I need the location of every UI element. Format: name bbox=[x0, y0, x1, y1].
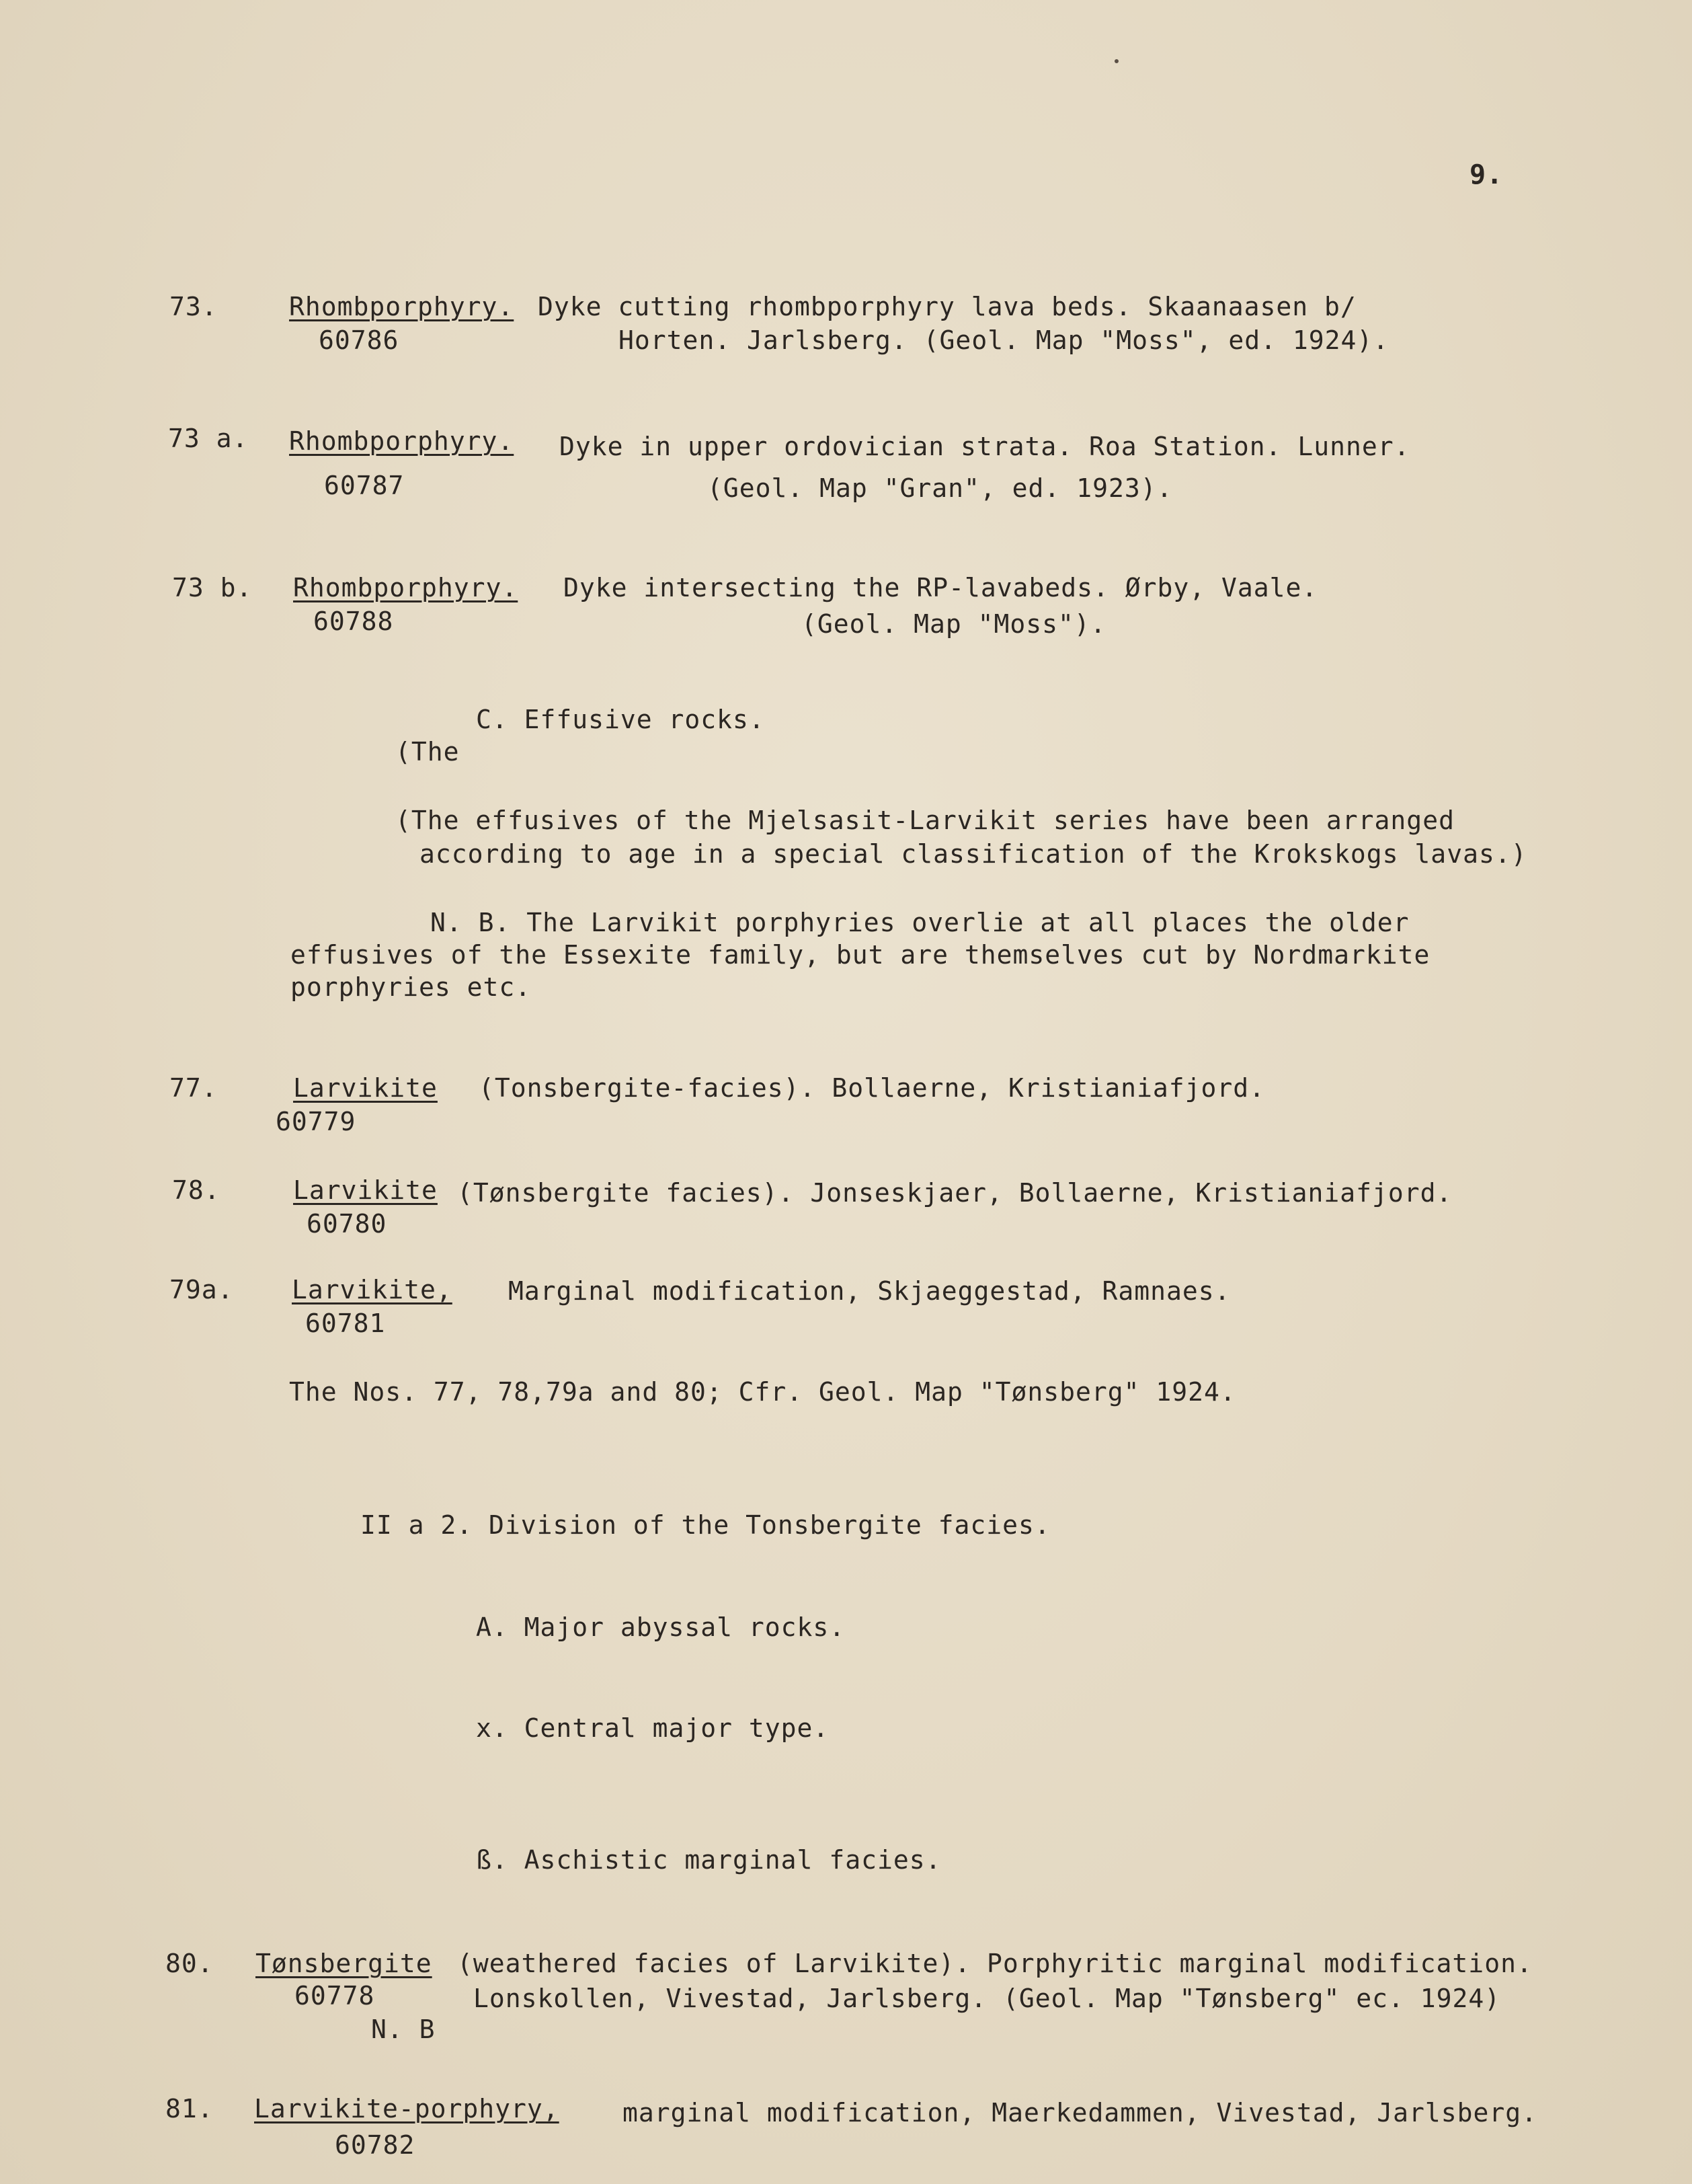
entry-description: marginal modification, Maerkedammen, Vivestad, Jarlsberg. bbox=[622, 2098, 1538, 2128]
catalog-id: 60788 bbox=[313, 607, 394, 636]
entry-description: (Geol. Map "Moss"). bbox=[801, 609, 1106, 639]
entry-number: 81. bbox=[165, 2094, 214, 2123]
ink-speck bbox=[1115, 59, 1119, 63]
catalog-id: 60780 bbox=[307, 1209, 387, 1239]
entry-description: (Tønsbergite facies). Jonseskjaer, Bollaerne, Kristianiafjord. bbox=[457, 1178, 1453, 1208]
rock-name: Rhombporphyry. bbox=[293, 573, 518, 602]
paragraph-line: (The effusives of the Mjelsasit-Larvikit series have been arranged bbox=[395, 806, 1455, 835]
stray-text: (The bbox=[395, 737, 460, 767]
note-line: N. B. The Larvikit porphyries overlie at all places the older bbox=[430, 908, 1410, 937]
rock-name: Larvikite bbox=[293, 1175, 438, 1205]
entry-number: 79a. bbox=[169, 1275, 234, 1304]
entry-number: 73. bbox=[169, 292, 218, 321]
rock-name: Larvikite bbox=[293, 1073, 438, 1103]
entry-description: Dyke in upper ordovician strata. Roa Station. Lunner. bbox=[559, 432, 1410, 461]
note-marker: N. B bbox=[371, 2015, 436, 2044]
note-line: effusives of the Essexite family, but are themselves cut by Nordmarkite bbox=[290, 940, 1431, 970]
entry-description: Dyke intersecting the RP-lavabeds. Ørby, Vaale. bbox=[563, 573, 1318, 602]
catalog-id: 60779 bbox=[276, 1107, 356, 1136]
entry-description: Marginal modification, Skjaeggestad, Ramnaes. bbox=[508, 1276, 1231, 1306]
entry-number: 73 b. bbox=[172, 573, 253, 602]
entry-description: (weathered facies of Larvikite). Porphyritic marginal modification. bbox=[457, 1949, 1533, 1978]
subdivision-heading: A. Major abyssal rocks. bbox=[476, 1612, 846, 1642]
subdivision-heading: x. Central major type. bbox=[476, 1713, 830, 1743]
entry-number: 80. bbox=[165, 1949, 214, 1978]
subdivision-heading: ß. Aschistic marginal facies. bbox=[476, 1845, 942, 1875]
rock-name: Larvikite-porphyry, bbox=[254, 2094, 559, 2123]
entry-number: 73 a. bbox=[168, 424, 249, 453]
entry-description: Horten. Jarlsberg. (Geol. Map "Moss", ed. 1924). bbox=[618, 325, 1389, 355]
cross-reference-note: The Nos. 77, 78,79a and 80; Cfr. Geol. Map "Tønsberg" 1924. bbox=[289, 1377, 1236, 1407]
entry-description: Lonskollen, Vivestad, Jarlsberg. (Geol. Map "Tønsberg" ec. 1924) bbox=[473, 1984, 1501, 2013]
entry-description: (Tonsbergite-facies). Bollaerne, Kristianiafjord. bbox=[479, 1073, 1266, 1103]
rock-name: Larvikite, bbox=[292, 1275, 452, 1304]
catalog-id: 60787 bbox=[324, 471, 405, 500]
paragraph-line: according to age in a special classification of the Krokskogs lavas.) bbox=[419, 839, 1527, 869]
catalog-id: 60786 bbox=[319, 325, 399, 355]
entry-description: Dyke cutting rhombporphyry lava beds. Skaanaasen b/ bbox=[538, 292, 1357, 321]
rock-name: Rhombporphyry. bbox=[289, 426, 514, 456]
entry-description: (Geol. Map "Gran", ed. 1923). bbox=[707, 473, 1173, 503]
catalog-id: 60781 bbox=[305, 1309, 386, 1338]
rock-name: Tønsbergite bbox=[255, 1949, 432, 1978]
division-heading: II a 2. Division of the Tonsbergite facies. bbox=[360, 1510, 1051, 1540]
entry-number: 78. bbox=[172, 1175, 220, 1205]
note-line: porphyries etc. bbox=[290, 972, 532, 1002]
rock-name: Rhombporphyry. bbox=[289, 292, 514, 321]
section-heading: C. Effusive rocks. bbox=[476, 705, 765, 734]
catalog-id: 60782 bbox=[335, 2130, 415, 2160]
entry-number: 77. bbox=[169, 1073, 218, 1103]
page-number: 9. bbox=[1469, 159, 1504, 190]
catalog-id: 60778 bbox=[294, 1981, 375, 2011]
